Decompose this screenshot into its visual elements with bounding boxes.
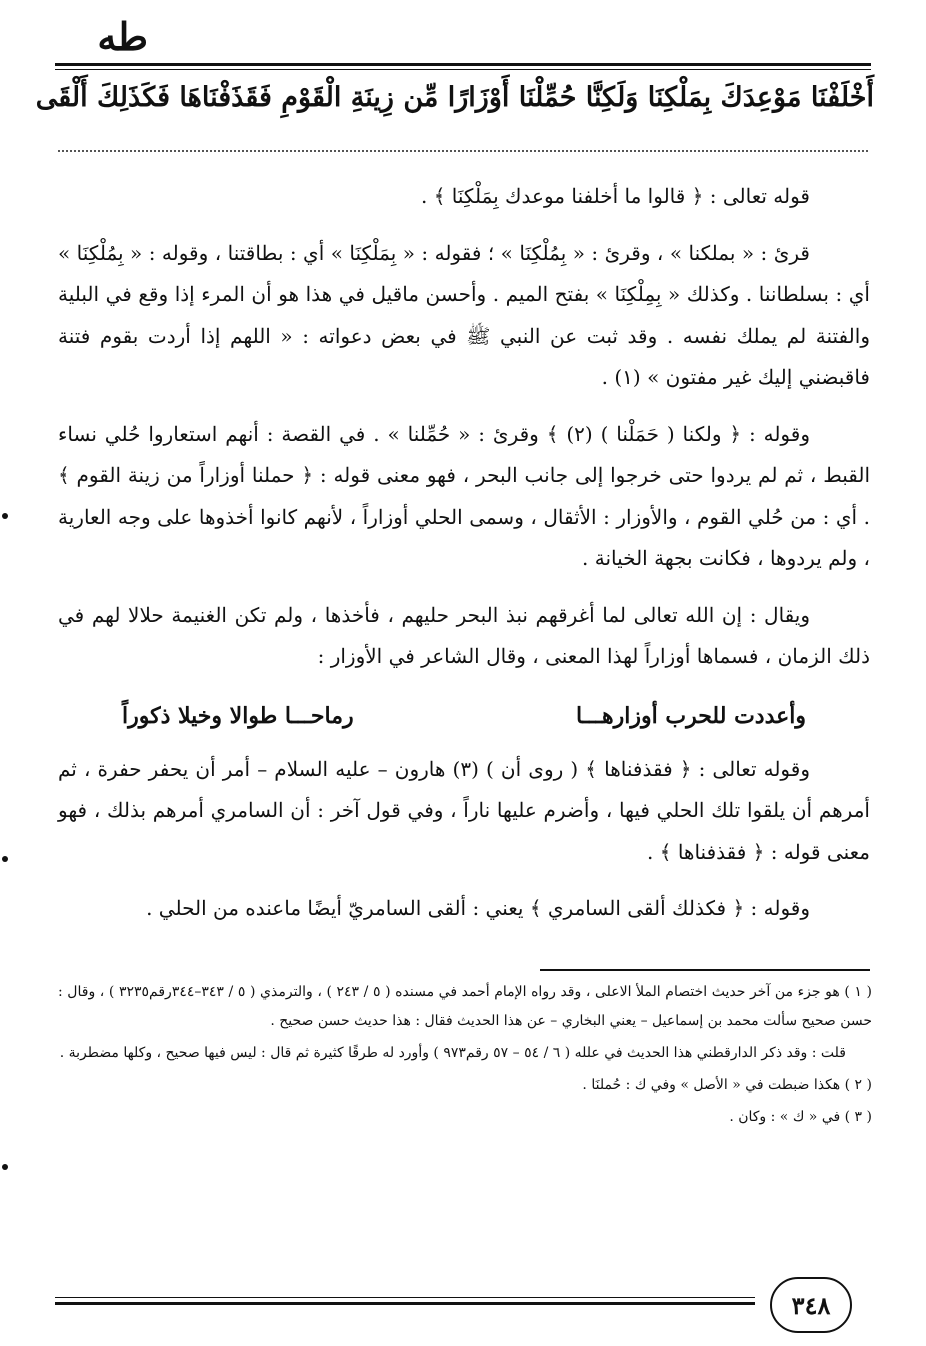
paragraph: وقوله تعالى : ﴿ فقذفناها ﴾ ( روى أن ) (٣) هارون – عليه السلام – أمر أن يحفر حفرة ، ثم أمرهم أن يلقوا تلك الحلي فيها ، وأضرم عليها ناراً ، وفي قول آخر : أن السامري أمرهم بذلك ، فهو معنى قوله : ﴿ فقذفناها ﴾ . — [58, 756, 870, 864]
header-rule-top — [55, 63, 871, 66]
footnotes — [58, 978, 872, 1135]
footnote-separator — [540, 969, 870, 971]
footer-rule-top — [55, 1297, 755, 1298]
paragraph: قرئ : « بملكنا » ، وقرئ : « بِمُلْكِنَا » ؛ فقوله : « بِمَلْكِنَا » أي : بطاقتنا ، وقوله : « بِمُلْكِنَا » أي : بسلطاننا . وكذلك « بِمِلْكِنَا » بفتح الميم . وأحسن ماقيل في هذا هو أن المرء إذا وقع في البلية والفتنة لم يملك نفسه . وقد ثبت عن النبي ﷺ في بعض دعواته : « اللهم إذا أردت بقوم فتنة فاقبضني إليك غير مفتون » (١) . — [58, 240, 870, 389]
poem-second-hemistich: رماحـــا طوالا وخيلا ذكوراً — [122, 702, 354, 729]
dotted-separator — [58, 150, 868, 152]
footnote: ( ١ ) هو جزء من آخر حديث اختصام الملأ الاعلى ، وقد رواه الإمام أحمد في مسنده ( ٥ / ٢٤٣ ) ، والترمذي ( ٥ / ٣٤٣–٣٤٤رقم٣٢٣٥ ) ، وقال : حسن صحيح سألت محمد بن إسماعيل – يعني البخاري – عن هذا الحديث فقال : هذا حديث حسن صحيح . — [58, 984, 872, 1029]
paragraph: وقوله : ﴿ فكذلك ألقى السامري ﴾ يعني : ألقى السامريّ أيضًا ماعنده من الحلي . — [146, 896, 810, 920]
paragraph: ويقال : إن الله تعالى لما أغرقهم نبذ البحر حليهم ، فأخذها ، ولم تكن الغنيمة حلالا لهم في ذلك الزمان ، فسماها أوزاراً لهذا المعنى ، وقال الشاعر في الأوزار : — [58, 602, 870, 668]
paragraph: قوله تعالى : ﴿ قالوا ما أخلفنا موعدك بِمَلْكِنَا ﴾ . — [420, 184, 810, 208]
footnote: قلت : وقد ذكر الدارقطني هذا الحديث في علله ( ٦ / ٥٤ – ٥٧ رقم٩٧٣ ) وأورد له طرقًا كثيرة ثم قال : ليس فيها صحيح ، وكلها مضطربة . — [59, 1045, 846, 1061]
poem-first-hemistich: وأعددت للحرب أوزارهـــا — [575, 702, 806, 729]
quran-verse-line: أَخْلَفْنَا مَوْعِدَكَ بِمَلْكِنَا وَلَكِنَّا حُمِّلْنَا أَوْزَارًا مِّن زِينَةِ الْقَوْمِ فَقَذَفْنَاهَا فَكَذَلِكَ أَلْقَى — [35, 82, 874, 113]
footnote: ( ٢ ) هكذا ضبطت في « الأصل » وفي ك : حُملنَا . — [582, 1077, 872, 1093]
commentary-body — [58, 176, 870, 945]
scan-mark — [2, 856, 8, 862]
header-rule-bottom — [55, 69, 871, 70]
scan-mark — [2, 513, 8, 519]
paragraph: وقوله : ﴿ ولكنا ( حَمَلْنا ) (٢) ﴾ وقرئ : « حُمِّلنا » . في القصة : أنهم استعاروا حُلي نساء القبط ، ثم لم يردوا حتى خرجوا إلى جانب البحر ، فهو معنى قوله : ﴿ حملنا أوزاراً من زينة القوم ﴾ . أي : من حُلي القوم ، والأوزار : الأثقال ، وسمى الحلي أوزاراً ، لأنهم كانوا أخذوها على وجه العارية ، ولم يردوها ، فكانت بجهة الخيانة . — [58, 421, 870, 570]
page-number: ٣٤٨ — [770, 1277, 852, 1333]
footnote: ( ٣ ) في « ك » : وكان . — [729, 1109, 872, 1125]
footer-rule-bottom — [55, 1302, 755, 1305]
scan-mark — [2, 1164, 8, 1170]
poetry-verse — [58, 693, 870, 739]
surah-name-header: طه — [97, 14, 148, 59]
